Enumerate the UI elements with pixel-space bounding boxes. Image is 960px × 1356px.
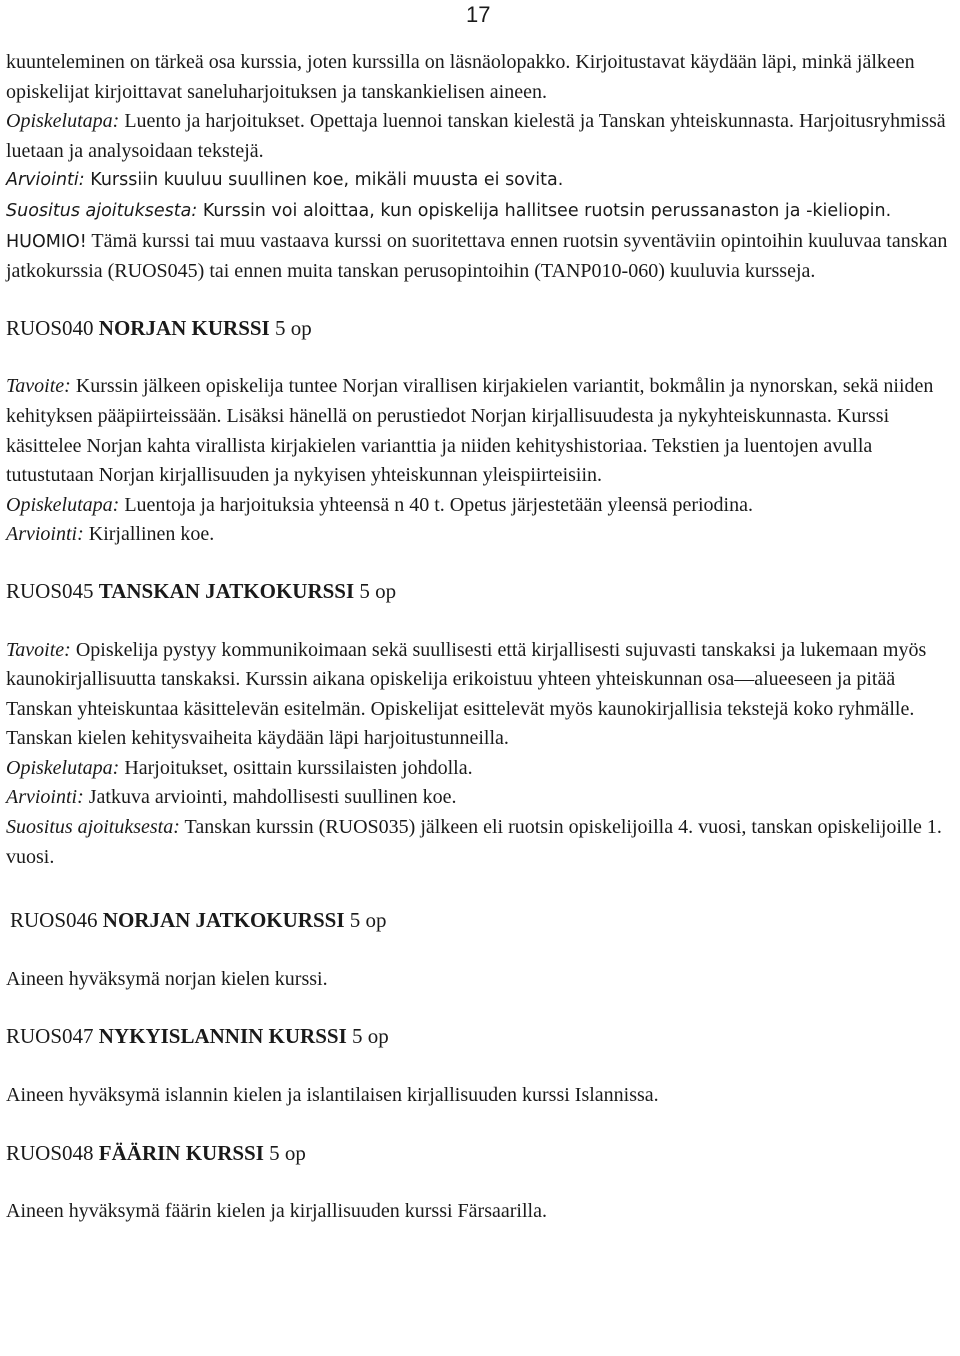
course-credits: 5 op: [359, 578, 397, 603]
opiskelutapa-text: Luentoja ja harjoituksia yhteensä n 40 t. Opetus järjestetään yleensä periodina.: [119, 493, 753, 516]
intro-paragraph: kuunteleminen on tärkeä osa kurssia, joten kurssilla on läsnäolopakko. Kirjoitustavat käydään läpi, minkä jälkeen opiskelijat kirjoittavat saneluharjoituksen ja tanskankielisen aineen.: [6, 51, 915, 103]
tavoite-label: Tavoite:: [6, 375, 71, 398]
arviointi-label: Arviointi:: [6, 786, 84, 809]
document-body: [6, 48, 958, 1227]
course-heading: [6, 314, 958, 344]
arviointi-text: Jatkuva arviointi, mahdollisesti suullinen koe.: [83, 786, 457, 809]
opiskelutapa-label: Opiskelutapa:: [6, 756, 120, 779]
course-code: RUOS047: [6, 1024, 94, 1049]
course-body: Aineen hyväksymä norjan kielen kurssi.: [6, 967, 328, 990]
intro-section: [6, 48, 958, 287]
course-code: RUOS045: [6, 578, 94, 603]
intro-opiskelutapa: [6, 107, 958, 166]
course-heading: [6, 1022, 958, 1052]
course-title: NORJAN KURSSI: [98, 315, 270, 340]
course-body: Aineen hyväksymä islannin kielen ja islantilaisen kirjallisuuden kurssi Islannissa.: [6, 1084, 659, 1107]
arviointi-text: Kurssiin kuuluu suullinen koe, mikäli muusta ei sovita.: [84, 170, 564, 191]
course-heading: [6, 1139, 958, 1169]
course-code: RUOS048: [6, 1140, 94, 1165]
course-opiskelutapa: [6, 754, 958, 784]
course-ruos047: [6, 1022, 958, 1110]
opiskelutapa-label: Opiskelutapa:: [6, 110, 120, 133]
course-tavoite: [6, 372, 958, 490]
course-credits: 5 op: [349, 908, 387, 933]
arviointi-label: Arviointi:: [6, 523, 84, 546]
tavoite-text: Kurssin jälkeen opiskelija tuntee Norjan virallisen kirjakielen variantit, bokmålin ja nynorskan, sekä niiden kehityksen pääpiirteissään. Lisäksi hänellä on perustiedot Norjan kirjallisuudesta ja nykyhteiskunnasta. Kurssi käsittelee Norjan kahta virallista kirjakielen varianttia ja niiden kehityshistoriaa. Tekstien ja luentojen avulla tutustutaan Norjan kirjallisuuden ja nykyisen yhteiskunnan yleispiirteisiin.: [6, 375, 934, 487]
course-ruos045: [6, 577, 958, 872]
course-title: FÄÄRIN KURSSI: [98, 1140, 264, 1165]
course-ruos040: [6, 314, 958, 550]
course-tavoite: [6, 636, 958, 754]
tavoite-text: Opiskelija pystyy kommunikoimaan sekä suullisesti että kirjallisesti sujuvasti tanskaksi ja lukemaan myös kaunokirjallisuutta tanskaksi. Kurssin aikana opiskelija erikoistuu yhteen yhteiskunnan osa—alueeseen ja pitää Tanskan yhteiskuntaa käsittelevän esitelmän. Opiskelijat esittelevät myös kaunokirjallisia tekstejä koko ryhmälle. Tanskan kielen kehitysvaiheita käydään läpi harjoitustunneilla.: [6, 638, 927, 750]
suositus-label: Suositus ajoituksesta:: [6, 200, 198, 221]
course-code: RUOS046: [10, 908, 98, 933]
course-title: NORJAN JATKOKURSSI: [102, 908, 345, 933]
course-ruos048: [6, 1139, 958, 1227]
opiskelutapa-text: Luento ja harjoitukset. Opettaja luennoi tanskan kielestä ja Tanskan yhteiskunnasta. Harjoitusryhmissä luetaan ja analysoidaan tekstejä.: [6, 110, 946, 162]
course-title: NYKYISLANNIN KURSSI: [98, 1024, 347, 1049]
course-ruos046: [6, 906, 958, 994]
suositus-text: Tanskan kurssin (RUOS035) jälkeen eli ruotsin opiskelijoilla 4. vuosi, tanskan opiskelijoille 1. vuosi.: [6, 816, 942, 868]
intro-arviointi: [6, 166, 958, 196]
course-code: RUOS040: [6, 315, 94, 340]
course-credits: 5 op: [269, 1140, 306, 1165]
course-title: TANSKAN JATKOKURSSI: [98, 578, 355, 603]
course-opiskelutapa: [6, 491, 958, 521]
page-number: 17: [466, 2, 491, 27]
intro-suositus: [6, 196, 958, 287]
course-body: Aineen hyväksymä fäärin kielen ja kirjallisuuden kurssi Färsaarilla.: [6, 1200, 547, 1223]
tavoite-label: Tavoite:: [6, 638, 71, 661]
course-heading: [6, 906, 958, 936]
course-arviointi: [6, 783, 958, 813]
suositus-text: Kurssin voi aloittaa, kun opiskelija hallitsee ruotsin perussanaston ja -kieliopin. HUOMIO!: [6, 200, 892, 252]
arviointi-label: Arviointi:: [6, 170, 85, 191]
huomio-text: Tämä kurssi tai muu vastaava kurssi on suoritettava ennen ruotsin syventäviin opintoihin kuuluvaa tanskan jatkokurssia (RUOS045) tai ennen muita tanskan perusopintoihin (TANP010-060) kuuluvia kursseja.: [6, 229, 948, 283]
opiskelutapa-text: Harjoitukset, osittain kurssilaisten johdolla.: [119, 756, 473, 779]
arviointi-text: Kirjallinen koe.: [83, 523, 215, 546]
course-arviointi: [6, 520, 958, 550]
suositus-label: Suositus ajoituksesta:: [6, 816, 180, 839]
course-credits: 5 op: [274, 315, 312, 340]
course-suositus: [6, 813, 958, 872]
course-heading: [6, 577, 958, 607]
opiskelutapa-label: Opiskelutapa:: [6, 493, 120, 516]
course-credits: 5 op: [352, 1024, 389, 1049]
